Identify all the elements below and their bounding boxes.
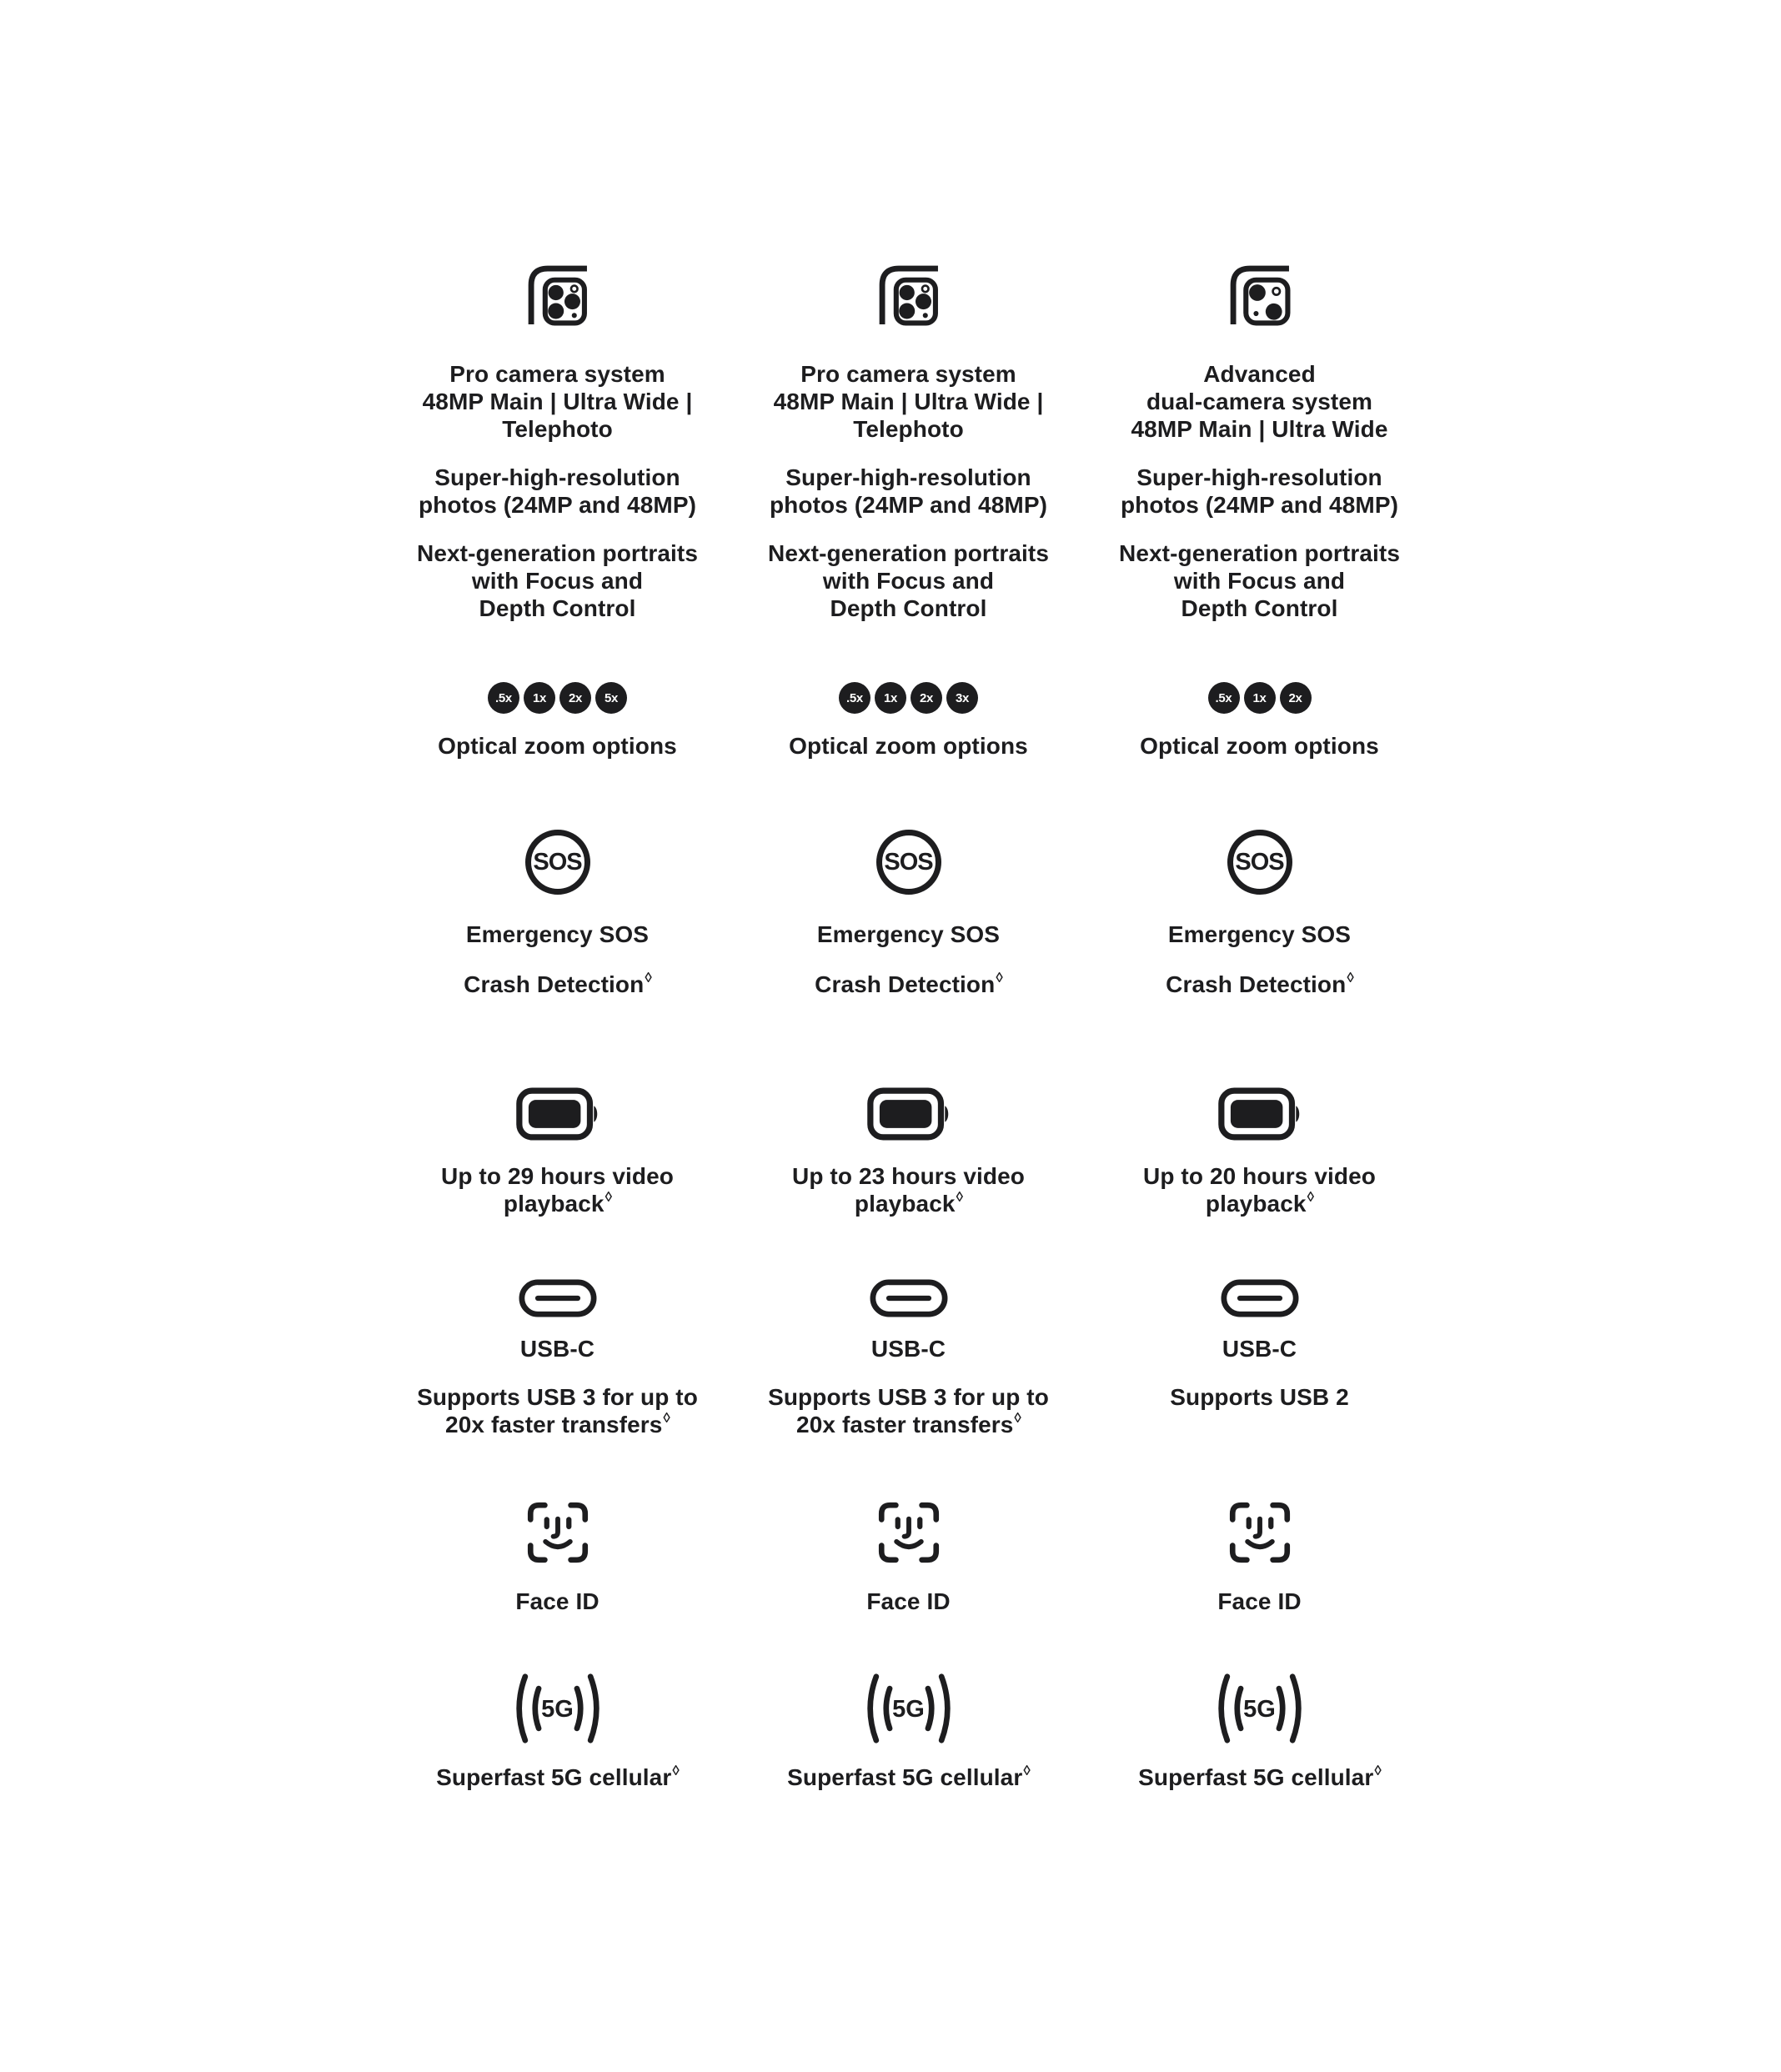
battery-life-text: Up to 29 hours video playback◊ (441, 1163, 674, 1217)
zoom-badges (1208, 682, 1312, 714)
feature-text-line: dual-camera system (1146, 389, 1373, 414)
usb-cell-col2 (733, 1277, 1084, 1438)
feature-text-line: with Focus and (1173, 568, 1346, 594)
feature-text-line: 48MP Main | Ultra Wide | (422, 389, 693, 414)
portraits-text (768, 539, 1049, 622)
camera-system-text (423, 360, 693, 443)
feature-text-line: photos (24MP and 48MP) (769, 492, 1048, 518)
feature-text-line: Pro camera system (449, 361, 665, 387)
face-id-icon (525, 1500, 590, 1565)
usb-cell-col1 (382, 1277, 733, 1438)
sos-icon: SOS (876, 830, 941, 895)
zoom-badge: 2x (1280, 682, 1312, 714)
high-res-photos-text (1121, 464, 1398, 519)
usb-speed-text: Supports USB 3 for up to 20x faster transfers◊ (417, 1384, 698, 1437)
zoom-badge: .5x (488, 682, 519, 714)
sos-icon: SOS (1227, 830, 1292, 895)
face-id-label: Face ID (866, 1588, 951, 1614)
footnote-diamond: ◊ (1014, 1409, 1021, 1426)
sos-cell-col1 (382, 830, 733, 998)
face-id-icon (876, 1500, 941, 1565)
feature-text-line: photos (24MP and 48MP) (418, 492, 697, 518)
footnote-diamond: ◊ (1347, 969, 1354, 986)
battery-cell-col1 (382, 1086, 733, 1217)
battery-icon (1218, 1087, 1302, 1141)
5g-cellular-label: Superfast 5G cellular◊ (1138, 1762, 1382, 1790)
pro-camera-icon (526, 263, 589, 327)
faceid-cell-col3 (1084, 1500, 1435, 1615)
footnote-diamond: ◊ (645, 969, 652, 986)
feature-text-line: Depth Control (830, 595, 987, 621)
footnote-diamond: ◊ (996, 969, 1003, 986)
usb-row (382, 1277, 1435, 1438)
feature-text-line: Super-high-resolution (785, 464, 1031, 490)
feature-text-line: Next-generation portraits (1119, 540, 1400, 566)
crash-detection-label: Crash Detection◊ (815, 969, 1003, 997)
feature-text-line: Next-generation portraits (768, 540, 1049, 566)
sos-cell-col3 (1084, 830, 1435, 998)
footnote-diamond: ◊ (1374, 1762, 1382, 1779)
feature-text-line: Super-high-resolution (434, 464, 680, 490)
face-id-row (382, 1500, 1435, 1615)
5g-icon (1213, 1673, 1307, 1744)
camera-cell-col2 (733, 263, 1084, 622)
battery-icon (867, 1087, 951, 1141)
battery-icon (516, 1087, 600, 1141)
battery-row (382, 1086, 1435, 1217)
zoom-badge: .5x (1208, 682, 1240, 714)
feature-text-line: Pro camera system (800, 361, 1016, 387)
5g-icon-text: 5G (1243, 1695, 1276, 1723)
feature-text-line: 48MP Main | Ultra Wide | (773, 389, 1044, 414)
5g-icon-text: 5G (541, 1695, 574, 1723)
footnote-diamond: ◊ (672, 1762, 680, 1779)
faceid-cell-col1 (382, 1500, 733, 1615)
battery-cell-col3 (1084, 1086, 1435, 1217)
camera-feature-row (382, 263, 1435, 622)
zoom-badge: 2x (911, 682, 942, 714)
zoom-cell-col1 (382, 682, 733, 760)
feature-text-line: Depth Control (479, 595, 636, 621)
usb-cell-col3 (1084, 1277, 1435, 1438)
feature-text-line: Advanced (1203, 361, 1316, 387)
usb-c-label: USB-C (870, 1336, 946, 1362)
zoom-badge: 5x (595, 682, 627, 714)
faceid-cell-col2 (733, 1500, 1084, 1615)
zoom-cell-col2 (733, 682, 1084, 760)
pro-camera-icon (877, 263, 941, 327)
sos-cell-col2 (733, 830, 1084, 998)
high-res-photos-text (770, 464, 1047, 519)
usb-c-label: USB-C (1222, 1336, 1297, 1362)
emergency-sos-label: Emergency SOS (465, 921, 650, 947)
crash-detection-label: Crash Detection◊ (1166, 969, 1354, 997)
zoom-options-label: Optical zoom options (789, 733, 1028, 759)
portraits-text (417, 539, 698, 622)
usb-c-icon (870, 1279, 948, 1317)
zoom-badges (488, 682, 627, 714)
emergency-sos-row (382, 830, 1435, 998)
zoom-options-label: Optical zoom options (438, 733, 677, 759)
face-id-label: Face ID (515, 1588, 600, 1614)
feature-text-line: 48MP Main | Ultra Wide (1131, 416, 1388, 442)
feature-text-line: Telephoto (853, 416, 964, 442)
portraits-text (1119, 539, 1400, 622)
feature-text-line: Telephoto (502, 416, 613, 442)
camera-system-text (774, 360, 1044, 443)
sos-icon: SOS (525, 830, 590, 895)
feature-text-line: Next-generation portraits (417, 540, 698, 566)
feature-text-line: with Focus and (471, 568, 644, 594)
feature-text-line: Depth Control (1181, 595, 1338, 621)
5g-icon (511, 1673, 605, 1744)
zoom-badge: 2x (559, 682, 591, 714)
emergency-sos-label: Emergency SOS (816, 921, 1001, 947)
usb-c-icon (1221, 1279, 1299, 1317)
emergency-sos-label: Emergency SOS (1167, 921, 1352, 947)
usb-speed-text: Supports USB 2 (1170, 1384, 1349, 1410)
usb-c-label: USB-C (519, 1336, 595, 1362)
zoom-cell-col3 (1084, 682, 1435, 760)
camera-system-text (1131, 360, 1388, 443)
feature-text-line: photos (24MP and 48MP) (1120, 492, 1399, 518)
5g-cellular-label: Superfast 5G cellular◊ (787, 1762, 1031, 1790)
footnote-diamond: ◊ (1307, 1188, 1315, 1205)
feature-text-line: Super-high-resolution (1136, 464, 1382, 490)
face-id-label: Face ID (1217, 1588, 1302, 1614)
zoom-badge: 1x (875, 682, 906, 714)
zoom-badge: 1x (524, 682, 555, 714)
battery-life-text: Up to 20 hours video playback◊ (1143, 1163, 1376, 1217)
zoom-badges (839, 682, 978, 714)
crash-detection-label: Crash Detection◊ (464, 969, 652, 997)
zoom-badge: .5x (839, 682, 870, 714)
optical-zoom-row (382, 682, 1435, 760)
cellular-cell-col3 (1084, 1673, 1435, 1791)
usb-c-icon (519, 1279, 597, 1317)
cellular-cell-col2 (733, 1673, 1084, 1791)
zoom-options-label: Optical zoom options (1140, 733, 1379, 759)
high-res-photos-text (419, 464, 696, 519)
battery-cell-col2 (733, 1086, 1084, 1217)
footnote-diamond: ◊ (663, 1409, 670, 1426)
dual-camera-icon (1228, 263, 1292, 327)
cellular-row (382, 1673, 1435, 1791)
footnote-diamond: ◊ (605, 1188, 613, 1205)
camera-cell-col3 (1084, 263, 1435, 622)
zoom-badge: 3x (946, 682, 978, 714)
zoom-badge: 1x (1244, 682, 1276, 714)
feature-text-line: with Focus and (822, 568, 995, 594)
camera-cell-col1 (382, 263, 733, 622)
usb-speed-text: Supports USB 3 for up to 20x faster transfers◊ (768, 1384, 1049, 1437)
5g-icon (862, 1673, 956, 1744)
cellular-cell-col1 (382, 1673, 733, 1791)
footnote-diamond: ◊ (1023, 1762, 1031, 1779)
battery-life-text: Up to 23 hours video playback◊ (792, 1163, 1025, 1217)
5g-icon-text: 5G (892, 1695, 925, 1723)
footnote-diamond: ◊ (956, 1188, 964, 1205)
5g-cellular-label: Superfast 5G cellular◊ (436, 1762, 680, 1790)
face-id-icon (1227, 1500, 1292, 1565)
